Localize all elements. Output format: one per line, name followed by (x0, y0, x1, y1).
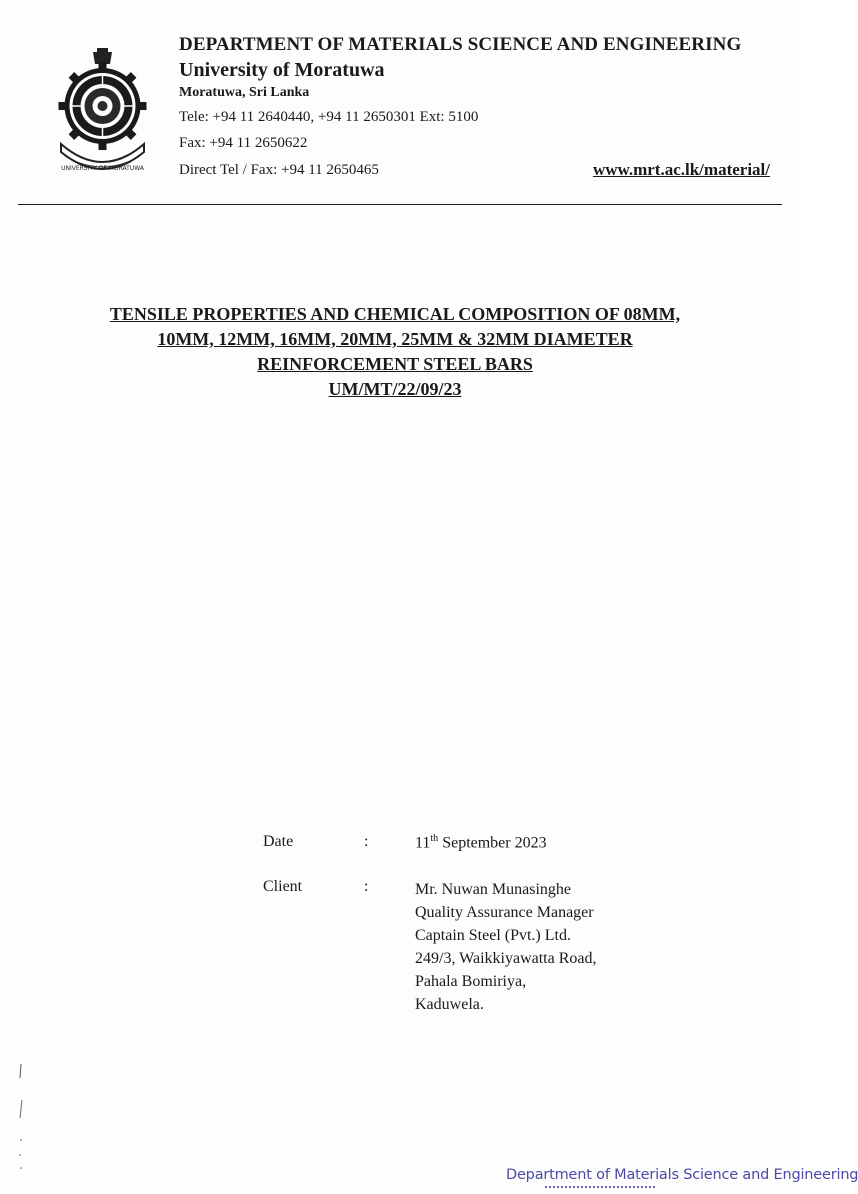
scan-marks (15, 1060, 35, 1180)
title-line-3: REINFORCEMENT STEEL BARS (257, 354, 533, 374)
university-location: Moratuwa, Sri Lanka (179, 85, 310, 100)
date-month-year: September 2023 (438, 834, 547, 852)
client-company: Captain Steel (Pvt.) Ltd. (415, 927, 571, 944)
department-stamp: Department of Materials Science and Engineering (506, 1167, 858, 1183)
client-colon: : (364, 878, 369, 895)
website-link[interactable]: www.mrt.ac.lk/material/ (592, 160, 770, 179)
client-label: Client (263, 878, 303, 895)
client-position: Quality Assurance Manager (415, 904, 594, 921)
university-name: University of Moratuwa (179, 59, 385, 81)
fax-line: Fax: +94 11 2650622 (179, 135, 308, 151)
date-day: 11 (415, 834, 431, 852)
university-logo (55, 48, 150, 178)
stamp-cut-line (545, 1186, 655, 1194)
date-label: Date (263, 833, 294, 850)
telephone-line: Tele: +94 11 2640440, +94 11 2650301 Ext: 5100 (179, 109, 479, 125)
header-divider (18, 204, 782, 205)
client-street: 249/3, Waikkiyawatta Road, (415, 950, 597, 967)
report-number: UM/MT/22/09/23 (328, 379, 462, 399)
report-title (40, 302, 750, 402)
client-area: Pahala Bomiriya, (415, 973, 527, 990)
svg-text:UNIVERSITY OF MORATUWA: UNIVERSITY OF MORATUWA (61, 165, 144, 172)
title-line-2: 10MM, 12MM, 16MM, 20MM, 25MM & 32MM DIAMETER (157, 329, 633, 349)
client-name: Mr. Nuwan Munasinghe (415, 881, 571, 898)
date-value (415, 833, 547, 852)
client-city: Kaduwela. (415, 996, 484, 1013)
department-name: DEPARTMENT OF MATERIALS SCIENCE AND ENGINEERING (179, 34, 742, 55)
date-suffix: th (430, 833, 439, 844)
client-address (415, 878, 597, 1016)
date-colon: : (364, 833, 369, 850)
title-line-1: TENSILE PROPERTIES AND CHEMICAL COMPOSITION OF 08MM, (109, 304, 681, 324)
direct-tel-fax-line: Direct Tel / Fax: +94 11 2650465 (179, 162, 379, 178)
